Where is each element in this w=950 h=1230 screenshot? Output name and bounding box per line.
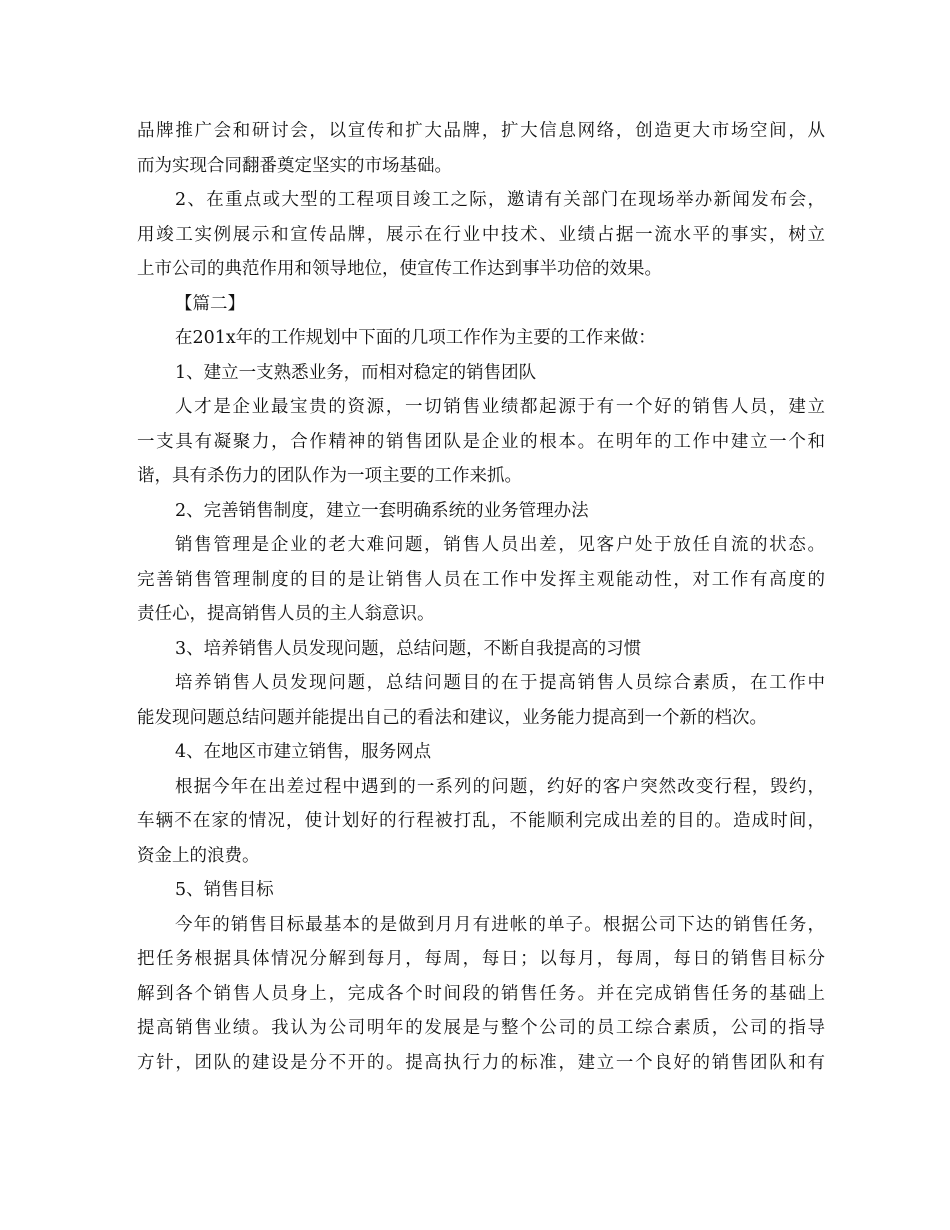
text-line: 今年的销售目标最基本的是做到月月有进帐的单子。根据公司下达的销售任务， — [175, 914, 825, 935]
text-line: 在201x年的工作规划中下面的几项工作作为主要的工作来做： — [175, 328, 656, 348]
text-line: 资金上的浪费。 — [137, 845, 260, 866]
text-line: 人才是企业最宝贵的资源，一切销售业绩都起源于有一个好的销售人员，建立 — [175, 397, 825, 417]
text-line: 完善销售管理制度的目的是让销售人员在工作中发挥主观能动性，对工作有高度的 — [137, 569, 825, 590]
text-line: 培养销售人员发现问题，总结问题目的在于提高销售人员综合素质，在工作中 — [175, 673, 825, 693]
text-line: 能发现问题总结问题并能提出自己的看法和建议，业务能力提高到一个新的档次。 — [137, 707, 767, 728]
text-line: 根据今年在出差过程中遇到的一系列的问题，约好的客户突然改变行程，毁约， — [175, 776, 825, 797]
text-line: 方针，团队的建设是分不开的。提高执行力的标准，建立一个良好的销售团队和有 — [137, 1052, 825, 1073]
text-line: 品牌推广会和研讨会，以宣传和扩大品牌，扩大信息网络，创造更大市场空间，从 — [137, 121, 825, 141]
text-line: 【篇二】 — [175, 293, 245, 314]
text-line: 责任心，提高销售人员的主人翁意识。 — [137, 604, 435, 624]
text-line: 销售管理是企业的老大难问题，销售人员出差，见客户处于放任自流的状态。 — [175, 535, 825, 555]
text-line: 2、在重点或大型的工程项目竣工之际，邀请有关部门在现场举办新闻发布会， — [175, 190, 825, 210]
document-body — [137, 114, 825, 1080]
text-line: 而为实现合同翻番奠定坚实的市场基础。 — [137, 155, 452, 176]
text-line: 谐，具有杀伤力的团队作为一项主要的工作来抓。 — [137, 466, 522, 486]
text-line: 提高销售业绩。我认为公司明年的发展是与整个公司的员工综合素质，公司的指导 — [137, 1018, 825, 1038]
text-line: 3、培养销售人员发现问题，总结问题，不断自我提高的习惯 — [175, 638, 642, 659]
text-line: 用竣工实例展示和宣传品牌，展示在行业中技术、业绩占据一流水平的事实，树立 — [137, 224, 825, 245]
text-line: 1、建立一支熟悉业务，而相对稳定的销售团队 — [175, 362, 537, 383]
text-line: 2、完善销售制度，建立一套明确系统的业务管理办法 — [175, 500, 589, 521]
text-line: 5、销售目标 — [175, 880, 274, 900]
text-line: 把任务根据具体情况分解到每月，每周，每日；以每月，每周，每日的销售目标分 — [137, 949, 825, 969]
text-line: 一支具有凝聚力，合作精神的销售团队是企业的根本。在明年的工作中建立一个和 — [137, 431, 825, 452]
text-line: 上市公司的典范作用和领导地位，使宣传工作达到事半功倍的效果。 — [137, 259, 662, 279]
text-line: 4、在地区市建立销售，服务网点 — [175, 742, 432, 762]
text-line: 车辆不在家的情况，使计划好的行程被打乱，不能顺利完成出差的目的。造成时间， — [137, 811, 825, 831]
text-line: 解到各个销售人员身上，完成各个时间段的销售任务。并在完成销售任务的基础上 — [137, 983, 825, 1004]
